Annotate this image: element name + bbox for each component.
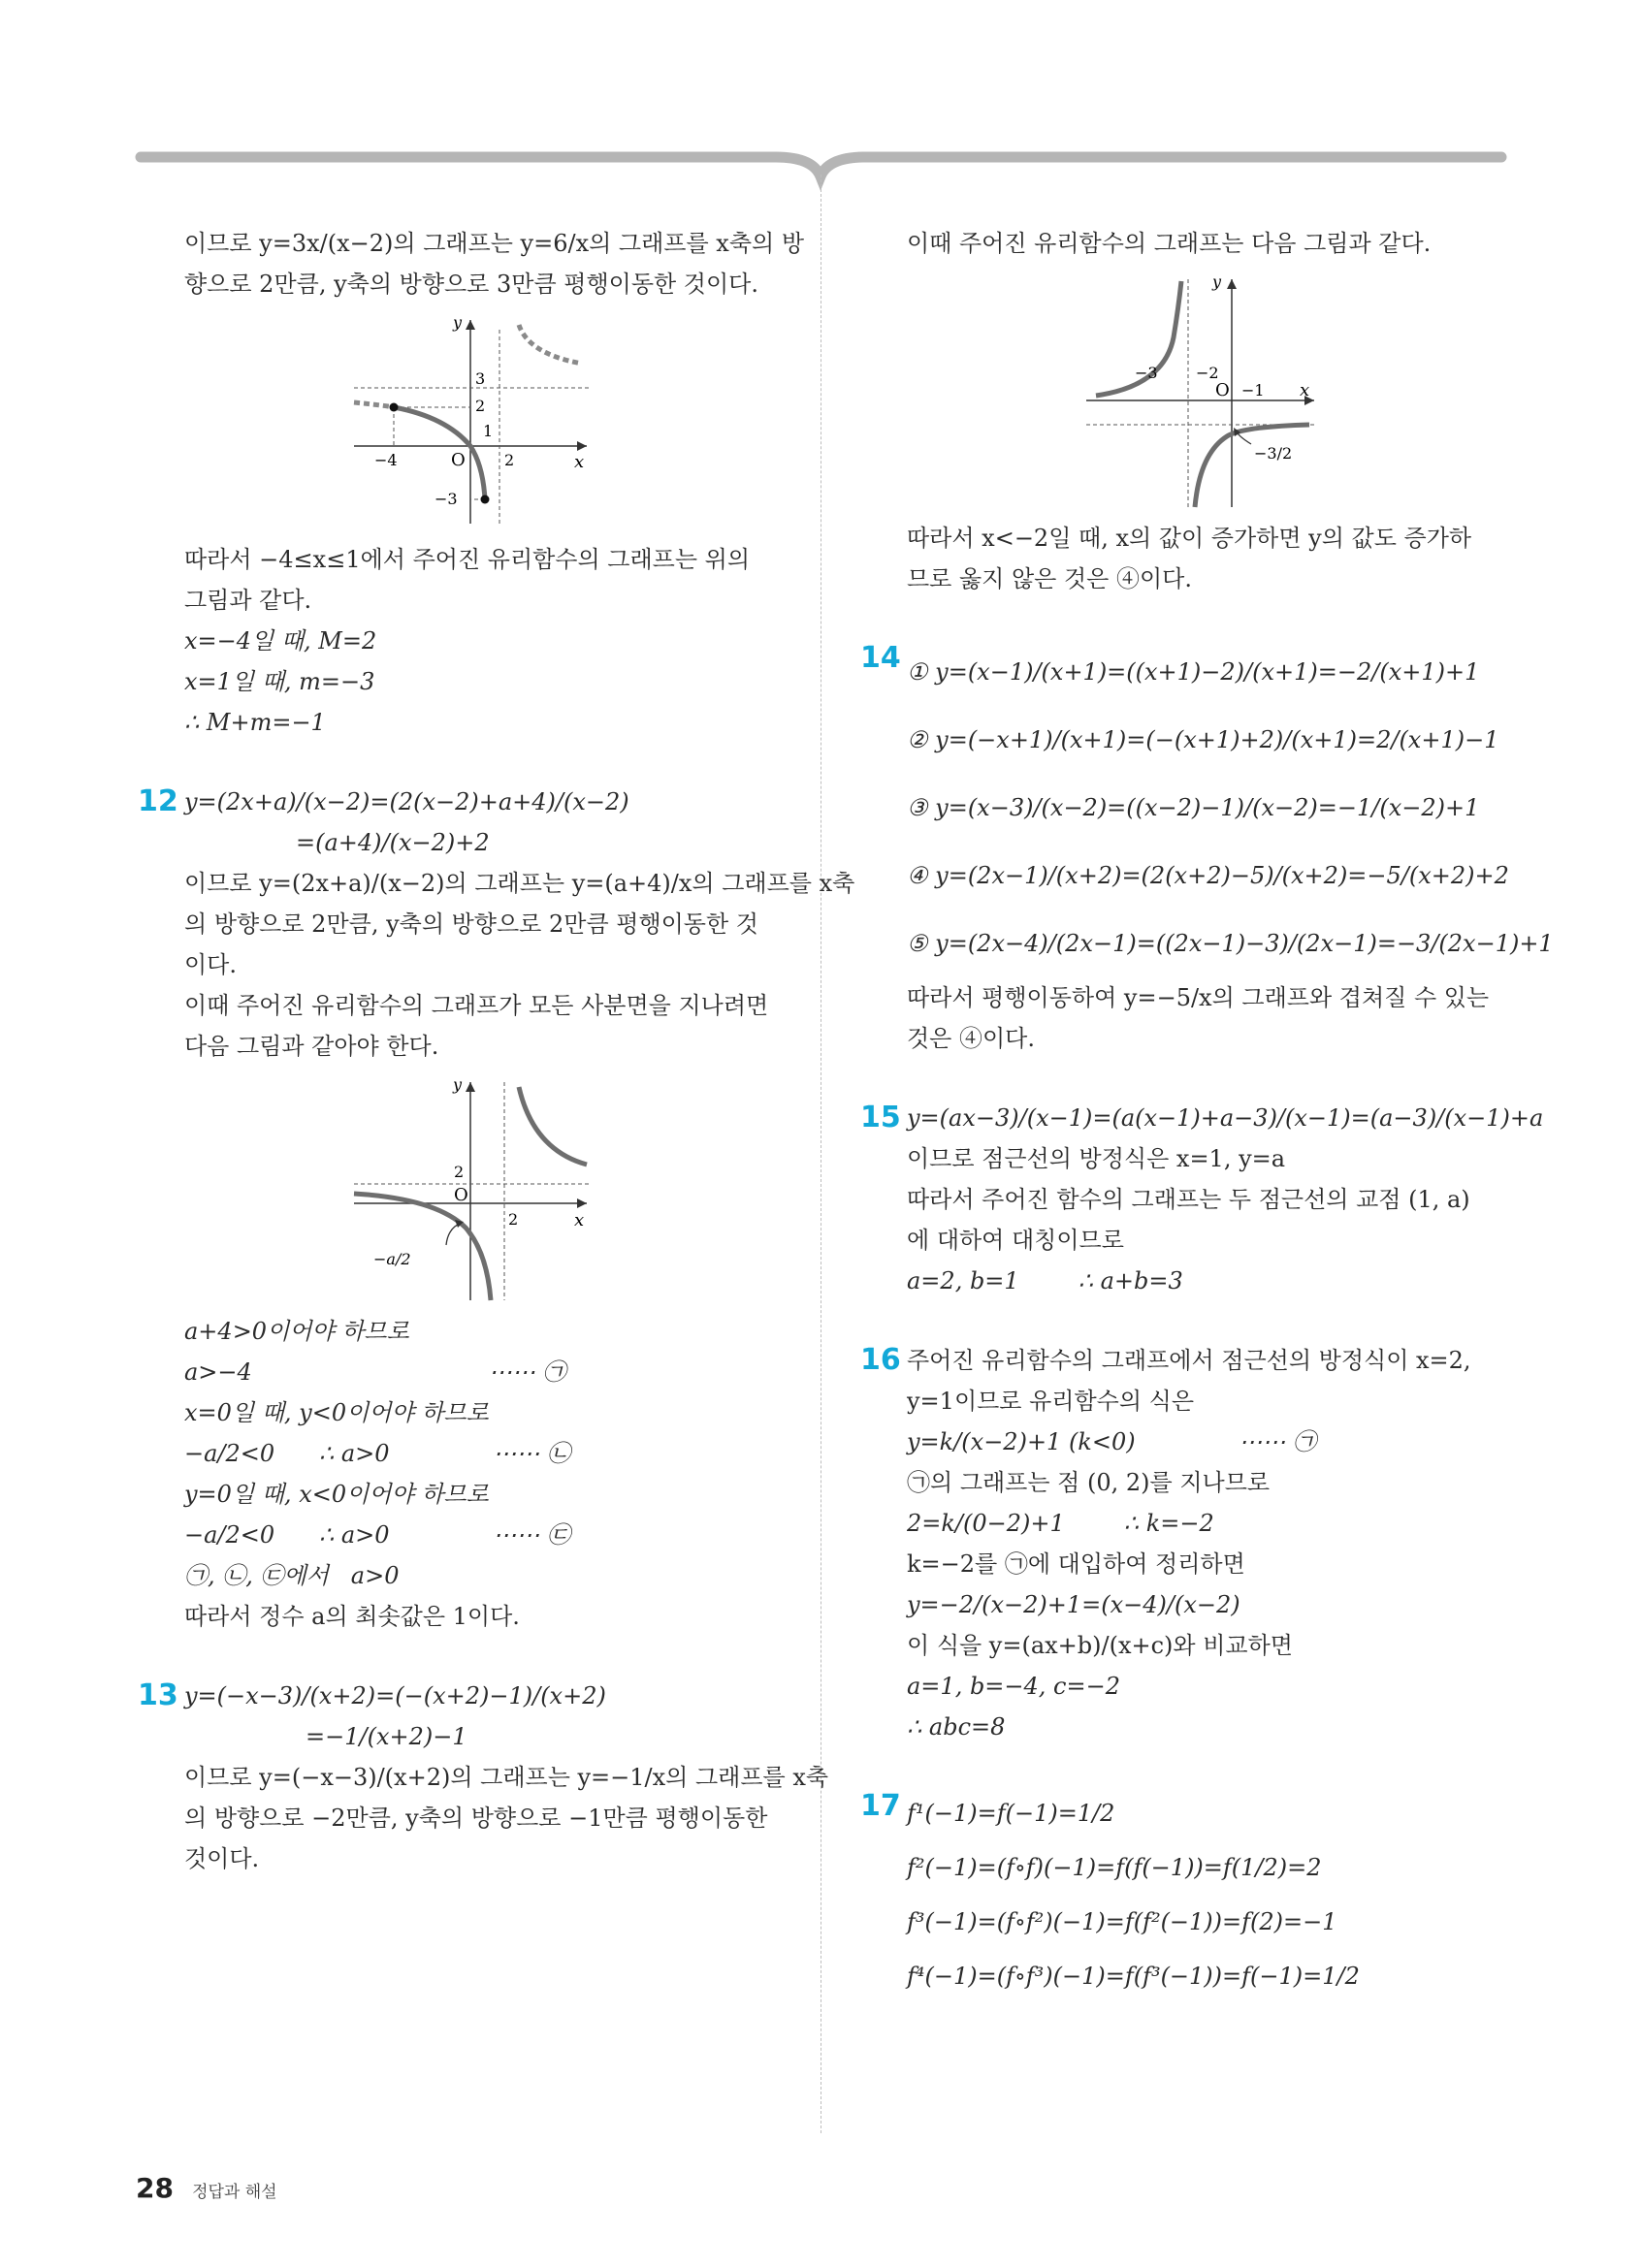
equation-line: ⑤ y=(2x−4)/(2x−1)=((2x−1)−3)/(2x−1)=−3/(2x−1)+1 [907, 930, 1554, 957]
equation-line: ② y=(−x+1)/(x+1)=(−(x+1)+2)/(x+1)=2/(x+1)−1 [907, 726, 1499, 753]
graph-figure-2 [175, 1072, 795, 1305]
text-line: x=−4일 때, M=2 [184, 627, 377, 655]
problem-number: 13 [138, 1678, 178, 1712]
text-line: y=0일 때, x<0이어야 하므로 [184, 1481, 489, 1508]
text-line: 의 방향으로 −2만큼, y축의 방향으로 −1만큼 평행이동한 [184, 1805, 768, 1832]
text-line: y=k/(x−2)+1 (k<0) ⋯⋯ ㉠ [907, 1428, 1317, 1455]
text-line: 이므로 y=(2x+a)/(x−2)의 그래프는 y=(a+4)/x의 그래프를 x축 [184, 870, 855, 897]
text-line: ㉠, ㉡, ㉢에서 a>0 [184, 1562, 400, 1589]
equation-line: =−1/(x+2)−1 [306, 1723, 467, 1750]
tick-label: 2 [508, 1210, 519, 1229]
intercept-label: −3/2 [1254, 444, 1293, 463]
text-line: 그림과 같다. [184, 587, 312, 614]
equation-line: ③ y=(x−3)/(x−2)=((x−2)−1)/(x−2)=−1/(x−2)+1 [907, 794, 1480, 821]
text-line: 이때 주어진 유리함수의 그래프는 다음 그림과 같다. [907, 230, 1432, 257]
tick-label: 2 [475, 397, 486, 415]
problem-13 [138, 1676, 829, 1879]
problem-14 [860, 638, 1554, 1059]
origin-label: O [454, 1185, 468, 1205]
problem-17 [860, 1786, 1528, 2003]
text-line: −a/2<0 ∴ a>0 ⋯⋯ ㉢ [184, 1521, 570, 1549]
equation-line: y=(ax−3)/(x−1)=(a(x−1)+a−3)/(x−1)=(a−3)/(x−1)+a [907, 1104, 1544, 1132]
text-line: 따라서 평행이동하여 y=−5/x의 그래프와 겹쳐질 수 있는 [907, 984, 1490, 1011]
text-line: y=1이므로 유리함수의 식은 [907, 1388, 1195, 1415]
equation-line: f⁴(−1)=(f∘f³)(−1)=f(f³(−1))=f(−1)=1/2 [907, 1963, 1360, 1990]
page-number: 28 [136, 2172, 174, 2204]
origin-label: O [451, 450, 466, 470]
text-line: 것은 ④이다. [907, 1025, 1035, 1052]
tick-label: −3 [435, 490, 458, 508]
problem-number: 14 [860, 641, 901, 675]
text-line: 따라서 −4≤x≤1에서 주어진 유리함수의 그래프는 위의 [184, 546, 751, 573]
text-line: a>−4 ⋯⋯ ㉠ [184, 1358, 566, 1386]
axis-label-x: x [1300, 380, 1310, 400]
axis-label-x: x [574, 452, 585, 472]
text-line: 다음 그림과 같아야 한다. [184, 1033, 439, 1060]
text-line: 이다. [184, 951, 237, 978]
axis-label-y: y [453, 313, 463, 332]
text-line: ∴ M+m=−1 [184, 709, 326, 736]
tick-label: −4 [374, 451, 398, 469]
text-line: a=2, b=1 ∴ a+b=3 [907, 1267, 1183, 1294]
text-line: a+4>0이어야 하므로 [184, 1318, 409, 1345]
right-column [860, 223, 1554, 2003]
left-column [138, 223, 855, 1879]
equation-line: f²(−1)=(f∘f)(−1)=f(f(−1))=f(1/2)=2 [907, 1854, 1322, 1881]
text-line: 에 대하여 대칭이므로 [907, 1227, 1124, 1254]
text-line: 2=k/(0−2)+1 ∴ k=−2 [907, 1510, 1214, 1537]
equation-line: f¹(−1)=f(−1)=1/2 [907, 1800, 1115, 1827]
text-line: 따라서 x<−2일 때, x의 값이 증가하면 y의 값도 증가하 [907, 525, 1472, 552]
problem-number: 12 [138, 784, 178, 818]
tick-label: −2 [1196, 364, 1219, 382]
equation-line: y=(−x−3)/(x+2)=(−(x+2)−1)/(x+2) [184, 1682, 606, 1709]
tick-label: 2 [454, 1163, 465, 1181]
axis-label-x: x [574, 1210, 585, 1230]
equation-line: f³(−1)=(f∘f²)(−1)=f(f²(−1))=f(2)=−1 [907, 1908, 1337, 1935]
text-line: 이므로 y=3x/(x−2)의 그래프는 y=6/x의 그래프를 x축의 방 [184, 230, 805, 257]
text-line: 주어진 유리함수의 그래프에서 점근선의 방정식이 x=2, [907, 1347, 1471, 1374]
tick-label: 2 [504, 451, 515, 469]
text-line: x=0일 때, y<0이어야 하므로 [184, 1399, 489, 1426]
intercept-label: −a/2 [373, 1250, 411, 1268]
text-line: −a/2<0 ∴ a>0 ⋯⋯ ㉡ [184, 1440, 570, 1467]
text-line: y=−2/(x−2)+1=(x−4)/(x−2) [907, 1591, 1240, 1618]
graph-figure-3 [897, 270, 1518, 512]
origin-label: O [1215, 380, 1230, 400]
tick-label: −3 [1135, 364, 1158, 382]
text-line: 이때 주어진 유리함수의 그래프가 모든 사분면을 지나려면 [184, 992, 769, 1019]
axis-label-y: y [453, 1075, 463, 1094]
tick-label: −1 [1241, 381, 1265, 399]
text-line: k=−2를 ㉠에 대입하여 정리하면 [907, 1550, 1245, 1578]
text-line: ∴ abc=8 [907, 1713, 1006, 1741]
problem-15 [860, 1098, 1544, 1301]
equation-line: ④ y=(2x−1)/(x+2)=(2(x+2)−5)/(x+2)=−5/(x+2)+2 [907, 862, 1509, 889]
problem-number: 17 [860, 1789, 901, 1823]
text-line: 이 식을 y=(ax+b)/(x+c)와 비교하면 [907, 1632, 1293, 1659]
top-decorative-bar [0, 0, 1642, 194]
equation-line: y=(2x+a)/(x−2)=(2(x−2)+a+4)/(x−2) [184, 788, 629, 815]
text-line: 따라서 주어진 함수의 그래프는 두 점근선의 교점 (1, a) [907, 1186, 1470, 1213]
text-line: 따라서 정수 a의 최솟값은 1이다. [184, 1603, 520, 1630]
footer-title: 정답과 해설 [192, 2183, 277, 2202]
equation-line: ① y=(x−1)/(x+1)=((x+1)−2)/(x+1)=−2/(x+1)+1 [907, 658, 1480, 686]
text-line: 향으로 2만큼, y축의 방향으로 3만큼 평행이동한 것이다. [184, 271, 758, 298]
text-line: x=1일 때, m=−3 [184, 668, 375, 695]
text-line: 것이다. [184, 1845, 260, 1872]
text-line: a=1, b=−4, c=−2 [907, 1673, 1120, 1700]
text-line: 이므로 y=(−x−3)/(x+2)의 그래프는 y=−1/x의 그래프를 x축 [184, 1764, 829, 1791]
graph-figure-1 [175, 310, 795, 533]
text-line: ㉠의 그래프는 점 (0, 2)를 지나므로 [907, 1469, 1271, 1496]
text-line: 의 방향으로 2만큼, y축의 방향으로 2만큼 평행이동한 것 [184, 910, 758, 938]
equation-line: =(a+4)/(x−2)+2 [296, 829, 490, 856]
problem-12 [138, 782, 855, 1637]
problem-number: 15 [860, 1101, 901, 1134]
problem-number: 16 [860, 1343, 901, 1377]
axis-label-y: y [1212, 272, 1222, 291]
problem-16 [860, 1340, 1528, 1747]
tick-label: 1 [483, 422, 494, 440]
page-footer [136, 2172, 277, 2204]
text-line: 므로 옳지 않은 것은 ④이다. [907, 565, 1192, 592]
tick-label: 3 [475, 369, 486, 388]
text-line: 이므로 점근선의 방정식은 x=1, y=a [907, 1145, 1286, 1172]
